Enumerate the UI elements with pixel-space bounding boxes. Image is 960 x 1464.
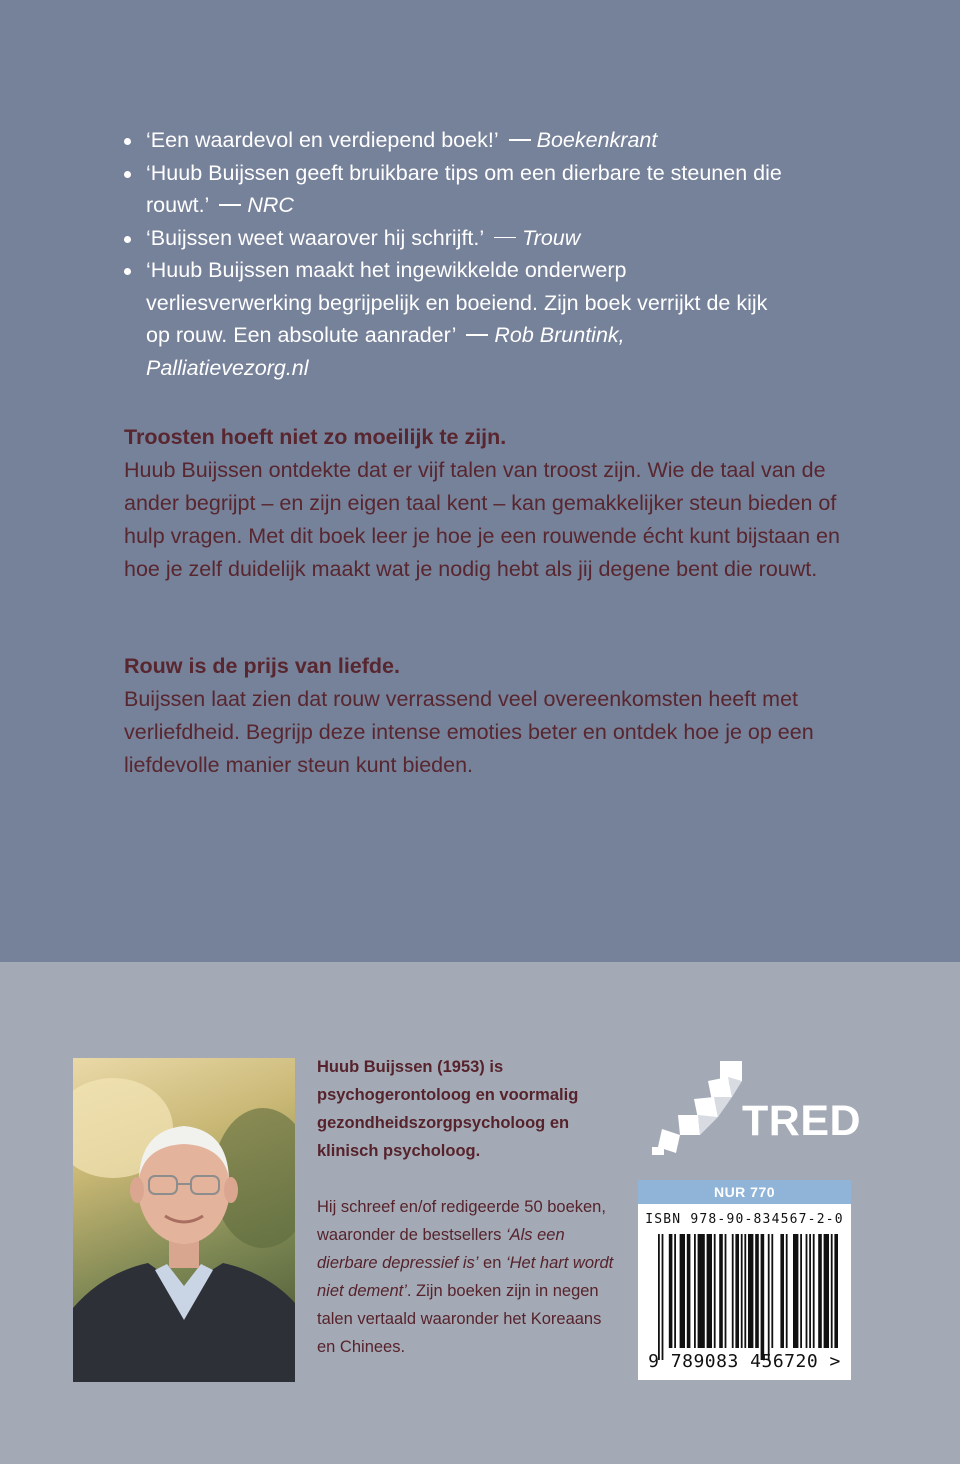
quote-source: Trouw <box>522 225 581 250</box>
barcode-bar <box>768 1234 770 1360</box>
barcode-bar <box>809 1234 811 1348</box>
review-quotes-list <box>124 124 784 384</box>
blurb-text-2: Buijssen laat zien dat rouw verrassend veel overeenkomsten heeft met verliefdheid. Begrijp deze intense emoties beter en ontdek hoe je op een liefdevolle manier steun kunt bieden. <box>124 687 814 777</box>
quote-text: ‘Buijssen weet waarover hij schrijft.’ <box>146 225 485 250</box>
publisher-logo-text: TRED <box>742 1097 862 1145</box>
bio-part: . Zijn boeken zijn in negen talen vertaald waaronder het Koreaans en Chinees. <box>317 1282 602 1356</box>
barcode-bar <box>748 1234 753 1348</box>
barcode-bar <box>786 1234 788 1348</box>
ean-number: 9 789083 456720 > <box>648 1351 841 1372</box>
review-quote <box>124 157 784 222</box>
em-dash <box>494 237 516 239</box>
barcode-bar <box>818 1234 822 1348</box>
barcode-bar <box>669 1234 673 1348</box>
blurb-section-1 <box>124 421 844 586</box>
quote-text: ‘Een waardevol en verdiepend boek!’ <box>146 128 499 152</box>
barcode-bar <box>824 1234 829 1348</box>
barcode-bar <box>744 1234 746 1348</box>
barcode-bar <box>755 1234 759 1348</box>
barcode-bar <box>831 1234 833 1348</box>
blurb-text-1: Huub Buijssen ontdekte dat er vijf talen van troost zijn. Wie de taal van de ander begrijpt – en zijn eigen taal kent – kan gemakkelijker steun bieden of hulp vragen. Met dit boek leer je hoe je een rouwende écht kunt bijstaan en hoe je zelf duidelijk maakt wat je nodig hebt als jij degene bent die rouwt. <box>124 458 840 581</box>
em-dash <box>466 334 488 336</box>
barcode <box>638 1204 851 1380</box>
quote-text: ‘Huub Buijssen maakt het ingewikkelde onderwerp verliesverwerking begrijpelijk en boeiend. Zijn boek verrijkt de kijk op rouw. Een absolute aanrader’ <box>146 258 768 347</box>
em-dash <box>219 204 241 206</box>
book-title: ‘Als een dierbare depressief is’ <box>317 1226 565 1272</box>
blurb-heading-2: Rouw is de prijs van liefde. <box>124 654 400 678</box>
blurb-section-2 <box>124 650 844 782</box>
barcode-bar <box>674 1234 676 1348</box>
book-title: ‘Het hart wordt niet dement’ <box>317 1254 614 1300</box>
barcode-bar <box>725 1234 727 1348</box>
nur-code: NUR 770 <box>638 1180 851 1204</box>
em-dash <box>509 139 531 141</box>
author-bio-heading: Huub Buijssen (1953) is psychogerontoloog en voormalig gezondheidszorgpsycholoog en klinisch psycholoog. <box>317 1058 579 1160</box>
quote-source: Boekenkrant <box>536 128 658 152</box>
barcode-bar <box>780 1234 784 1348</box>
barcode-bar <box>834 1234 838 1348</box>
review-quote <box>124 222 784 255</box>
review-quote <box>124 254 784 384</box>
barcode-bar <box>719 1234 723 1348</box>
author-bio-text <box>317 1193 617 1361</box>
barcode-bar <box>793 1234 798 1348</box>
author-photo <box>73 1058 295 1382</box>
barcode-bar <box>806 1234 808 1348</box>
barcode-bar <box>761 1234 765 1360</box>
barcode-bar <box>732 1234 734 1348</box>
barcode-bar <box>800 1234 802 1348</box>
barcode-bar <box>694 1234 696 1348</box>
review-quote <box>124 124 784 157</box>
barcode-bar <box>813 1234 815 1348</box>
bio-part: Hij schreef en/of redigeerde 50 boeken, waaronder de bestsellers <box>317 1198 606 1244</box>
barcode-bar <box>698 1234 705 1348</box>
barcode-bar <box>714 1234 716 1348</box>
barcode-bar <box>735 1234 739 1348</box>
barcode-bar <box>741 1234 743 1348</box>
barcode-bar <box>658 1234 660 1360</box>
barcode-bar <box>662 1234 664 1360</box>
barcode-bar <box>707 1234 712 1348</box>
barcode-bar <box>687 1234 691 1348</box>
quote-source: NRC <box>247 193 294 217</box>
barcode-bar <box>771 1234 773 1348</box>
barcode-bars <box>658 1234 838 1360</box>
bio-part: en <box>483 1254 502 1272</box>
blurb-heading-1: Troosten hoeft niet zo moeilijk te zijn. <box>124 425 507 449</box>
quote-text: ‘Huub Buijssen geeft bruikbare tips om een dierbare te steunen die rouwt.’ <box>146 160 782 217</box>
isbn-text: ISBN 978-90-834567-2-0 <box>645 1212 844 1227</box>
barcode-bar <box>680 1234 685 1348</box>
quote-source: Rob Bruntink, Palliatievezorg.nl <box>146 323 625 380</box>
